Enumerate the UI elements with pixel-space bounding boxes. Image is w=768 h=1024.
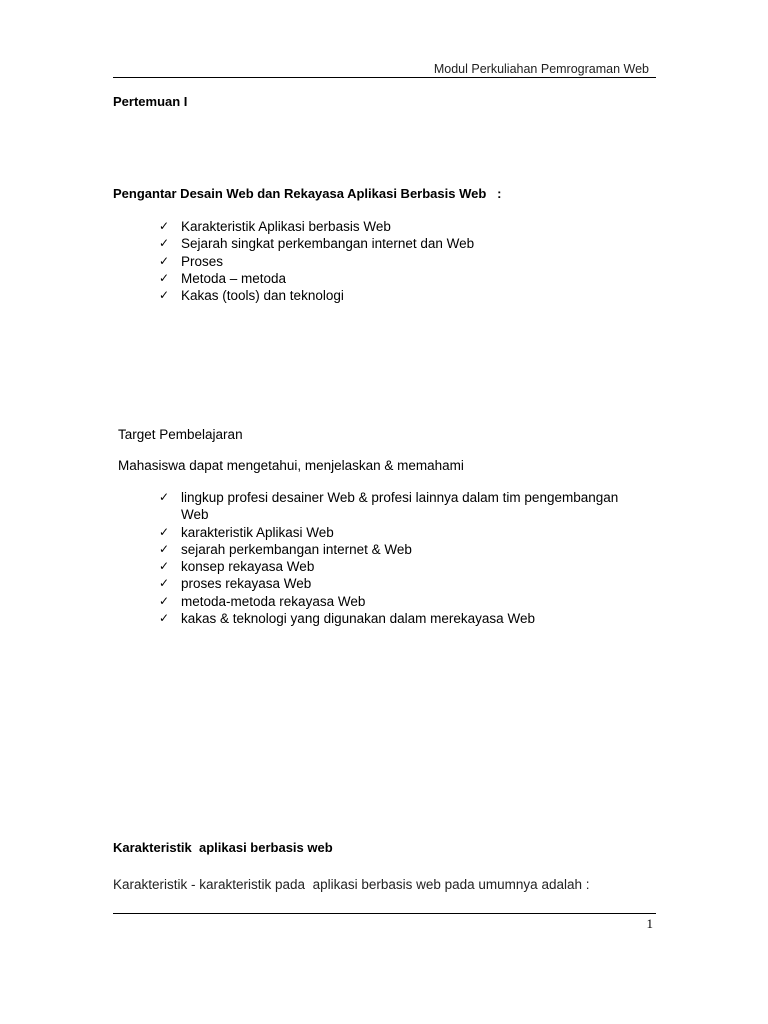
- check-icon: ✓: [159, 288, 170, 303]
- section-text: Karakteristik - karakteristik pada aplikasi berbasis web pada umumnya adalah :: [113, 877, 590, 892]
- meeting-title: Pertemuan I: [113, 94, 188, 109]
- list-item: ✓ metoda-metoda rekayasa Web: [159, 593, 366, 609]
- check-icon: ✓: [159, 219, 170, 233]
- target-objective-list: [159, 489, 649, 627]
- check-icon: ✓: [159, 490, 170, 504]
- list-item: ✓ kakas & teknologi yang digunakan dalam merekayasa Web: [159, 611, 535, 627]
- check-icon: ✓: [159, 236, 170, 251]
- footer-rule: [113, 913, 656, 914]
- check-icon: ✓: [159, 559, 170, 574]
- list-item: ✓ Sejarah singkat perkembangan internet dan Web: [159, 236, 475, 252]
- header-rule: [113, 77, 656, 78]
- list-item: ✓ Proses: [159, 253, 224, 269]
- running-header: Modul Perkuliahan Pemrograman Web: [433, 62, 649, 76]
- intro-topic-list: [159, 218, 474, 304]
- section-heading: Karakteristik aplikasi berbasis web: [113, 840, 333, 855]
- list-item: ✓ sejarah perkembangan internet & Web: [159, 541, 412, 557]
- page-number: 1: [646, 916, 653, 931]
- list-item: ✓ lingkup profesi desainer Web & profesi lainnya dalam tim pengembangan Web: [159, 490, 619, 523]
- check-icon: ✓: [159, 270, 170, 285]
- check-icon: ✓: [159, 576, 170, 591]
- check-icon: ✓: [159, 253, 170, 268]
- check-icon: ✓: [159, 593, 170, 608]
- list-item: ✓ proses rekayasa Web: [159, 576, 312, 592]
- list-item: ✓ konsep rekayasa Web: [159, 559, 315, 575]
- check-icon: ✓: [159, 611, 170, 626]
- list-item: ✓ Karakteristik Aplikasi berbasis Web: [159, 219, 391, 234]
- list-item: ✓ karakteristik Aplikasi Web: [159, 524, 334, 540]
- target-heading: Target Pembelajaran: [118, 427, 243, 442]
- list-item: ✓ Metoda – metoda: [159, 270, 287, 286]
- target-lead-text: Mahasiswa dapat mengetahui, menjelaskan & memahami: [118, 458, 464, 473]
- intro-heading: Pengantar Desain Web dan Rekayasa Aplikasi Berbasis Web :: [113, 186, 502, 201]
- list-item: ✓ Kakas (tools) dan teknologi: [159, 288, 344, 304]
- check-icon: ✓: [159, 541, 170, 556]
- check-icon: ✓: [159, 524, 170, 539]
